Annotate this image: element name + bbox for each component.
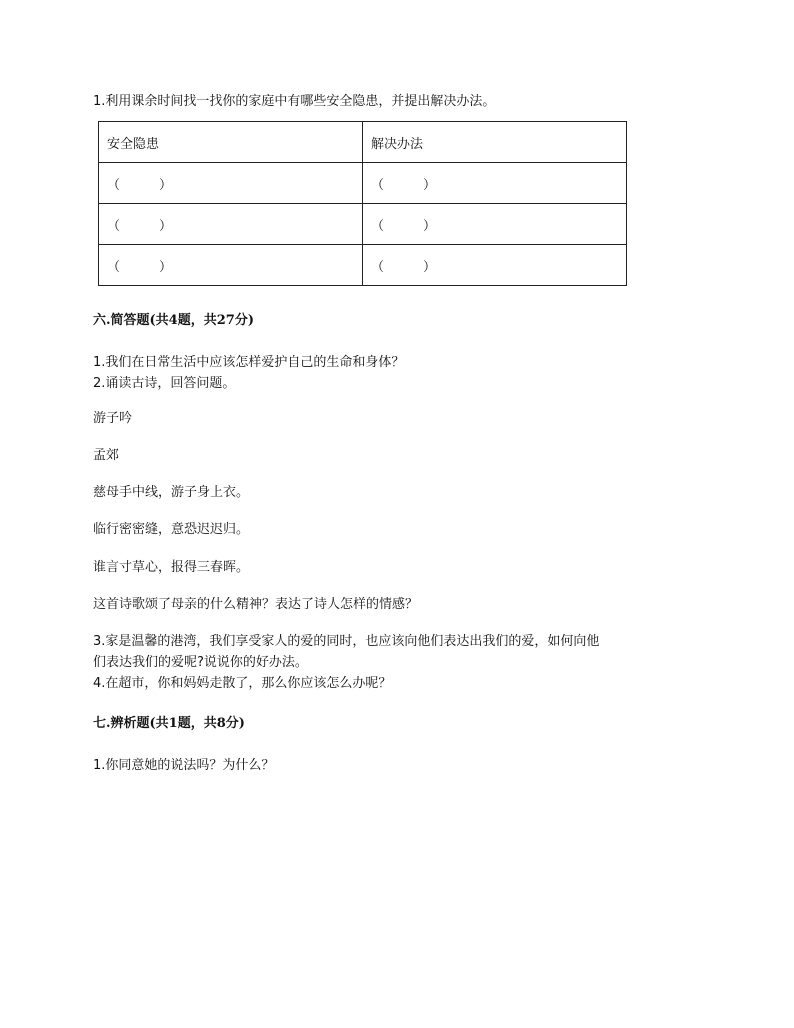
header-hazards: 安全隐患 xyxy=(99,122,363,163)
answer-blank[interactable]: （ ） xyxy=(99,204,363,245)
answer-blank[interactable]: （ ） xyxy=(363,163,627,204)
header-solutions: 解决办法 xyxy=(363,122,627,163)
answer-blank[interactable]: （ ） xyxy=(363,204,627,245)
section-6-question-1: 1.我们在日常生活中应该怎样爱护自己的生命和身体？ xyxy=(93,355,405,370)
answer-blank[interactable]: （ ） xyxy=(99,245,363,286)
table-header-row xyxy=(99,122,627,163)
poem-line-3: 谁言寸草心，报得三春晖。 xyxy=(93,560,250,575)
table-row xyxy=(99,204,627,245)
section-7-heading: 七.辨析题(共1题，共8分) xyxy=(93,716,245,731)
section-7-question-1: 1.你同意她的说法吗？为什么？ xyxy=(93,758,275,773)
answer-blank[interactable]: （ ） xyxy=(99,163,363,204)
poem-question: 这首诗歌颂了母亲的什么精神？表达了诗人怎样的情感？ xyxy=(93,597,419,612)
poem-line-2: 临行密密缝，意恐迟迟归。 xyxy=(93,522,250,537)
section-6-question-3-line-1: 3.家是温馨的港湾，我们享受家人的爱的同时，也应该向他们表达出我们的爱，如何向他 xyxy=(93,634,600,649)
poem-line-1: 慈母手中线，游子身上衣。 xyxy=(93,485,250,500)
answer-blank[interactable]: （ ） xyxy=(363,245,627,286)
table-row xyxy=(99,163,627,204)
section-6-question-3-line-2: 们表达我们的爱呢?说说你的好办法。 xyxy=(93,655,308,670)
safety-hazard-table xyxy=(98,121,627,286)
section-6-heading: 六.简答题(共4题，共27分) xyxy=(93,313,254,328)
poem-author: 孟郊 xyxy=(93,448,120,463)
section-6-question-4: 4.在超市，你和妈妈走散了，那么你应该怎么办呢？ xyxy=(93,676,392,691)
poem-title: 游子吟 xyxy=(93,411,133,426)
section-6-question-2: 2.诵读古诗，回答问题。 xyxy=(93,376,236,391)
question-1-prompt: 1.利用课余时间找一找你的家庭中有哪些安全隐患，并提出解决办法。 xyxy=(93,94,496,109)
table-row xyxy=(99,245,627,286)
